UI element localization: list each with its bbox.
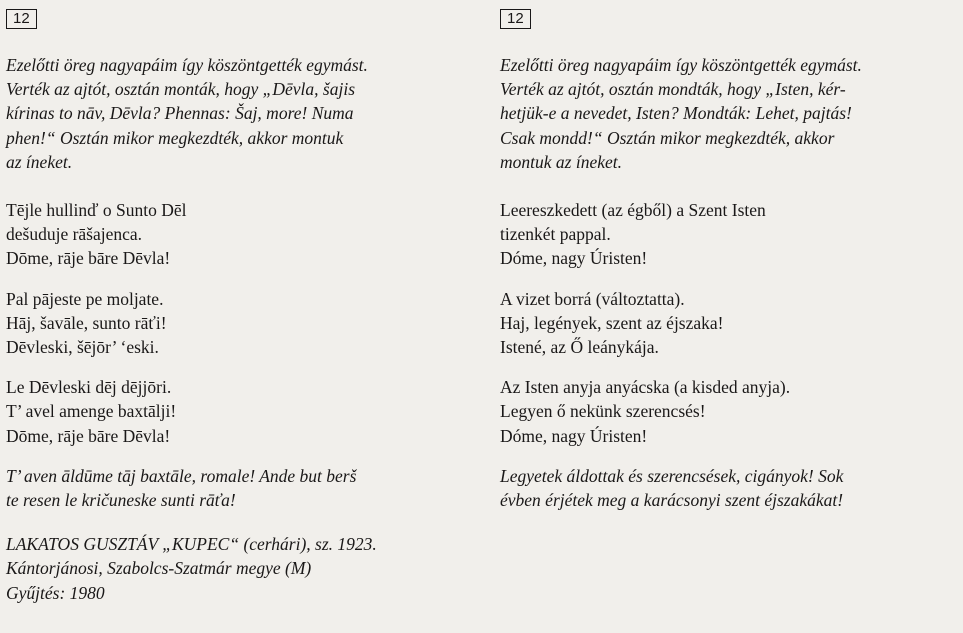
verse-line: Haj, legények, szent az éjszaka! [500,312,724,333]
stanza [500,375,960,448]
verse-line: tizenkét pappal. [500,224,611,245]
stanza [500,287,960,360]
intro-line: hetjük-e a nevedet, Isten? Mondták: Lehet, pajtás! [500,103,852,124]
verse-line: Pal pājeste pe moljate. [6,288,164,309]
verse-line: Istené, az Ő leánykája. [500,337,659,358]
stanza [6,287,476,360]
stanza [6,375,476,448]
closing-blessing [6,464,476,512]
verse-line: Dōme, rāje bāre Dēvla! [6,248,171,269]
verse-line: Leereszkedett (az égből) a Szent Isten [500,200,766,221]
intro-paragraph [6,53,476,174]
intro-line: kírinas to nāv, Dēvla? Phennas: Šaj, more! Numa [6,103,354,124]
closing-line: évben érjétek meg a karácsonyi szent éjszakákat! [500,490,844,511]
credit-line: LAKATOS GUSZTÁV „KUPEC“ (cerhári), sz. 1923. [6,534,377,555]
verse-line: Dóme, nagy Úristen! [500,248,648,269]
verse-line: Hāj, šavāle, sunto rāťi! [6,312,167,333]
intro-line: montuk az íneket. [500,151,622,172]
intro-line: Ezelőtti öreg nagyapáim így köszöntgették egymást. [6,55,368,75]
verse-line: T’ avel amenge baxtālji! [6,401,177,422]
closing-line: Legyetek áldottak és szerencsések, cigányok! Sok [500,465,844,486]
intro-line: Ezelőtti öreg nagyapáim így köszöntgették egymást. [500,55,862,75]
credit-line: Kántorjánosi, Szabolcs-Szatmár megye (M) [6,558,312,579]
intro-line: phen!“ Osztán mikor megkezdték, akkor montuk [6,127,344,148]
verse-line: Legyen ő nekünk szerencsés! [500,401,706,422]
verse-line: Dóme, nagy Úristen! [500,425,648,446]
right-column [500,9,960,512]
collection-credit [6,532,476,605]
verse-line: Az Isten anyja anyácska (a kisded anyja). [500,377,791,398]
verse-line: Dōme, rāje bāre Dēvla! [6,425,171,446]
stanza [500,198,960,271]
intro-paragraph [500,53,960,174]
closing-line: te resen le kričuneske sunti rāťa! [6,490,236,511]
verse-line: Tējle hullinď o Sunto Dēl [6,200,187,221]
stanza [6,198,476,271]
verse-line: Le Dēvleski dēj dējjōri. [6,377,172,398]
intro-line: Csak mondd!“ Osztán mikor megkezdték, akkor [500,127,835,148]
verse-line: Dēvleski, šējōr’ ‘eski. [6,337,159,358]
left-column [6,9,476,605]
verse-line: dešuduje rāšajenca. [6,224,143,245]
credit-line: Gyűjtés: 1980 [6,582,105,603]
intro-line: Verték az ajtót, osztán monták, hogy „Dēvla, šajis [6,79,356,100]
page-number: 12 [500,9,531,29]
closing-line: T’ aven āldūme tāj baxtāle, romale! Ande but berš [6,465,357,486]
intro-line: az íneket. [6,151,73,172]
closing-blessing [500,464,960,512]
verse-line: A vizet borrá (változtatta). [500,288,685,309]
intro-line: Verték az ajtót, osztán mondták, hogy „Isten, kér- [500,79,846,100]
page-number: 12 [6,9,37,29]
